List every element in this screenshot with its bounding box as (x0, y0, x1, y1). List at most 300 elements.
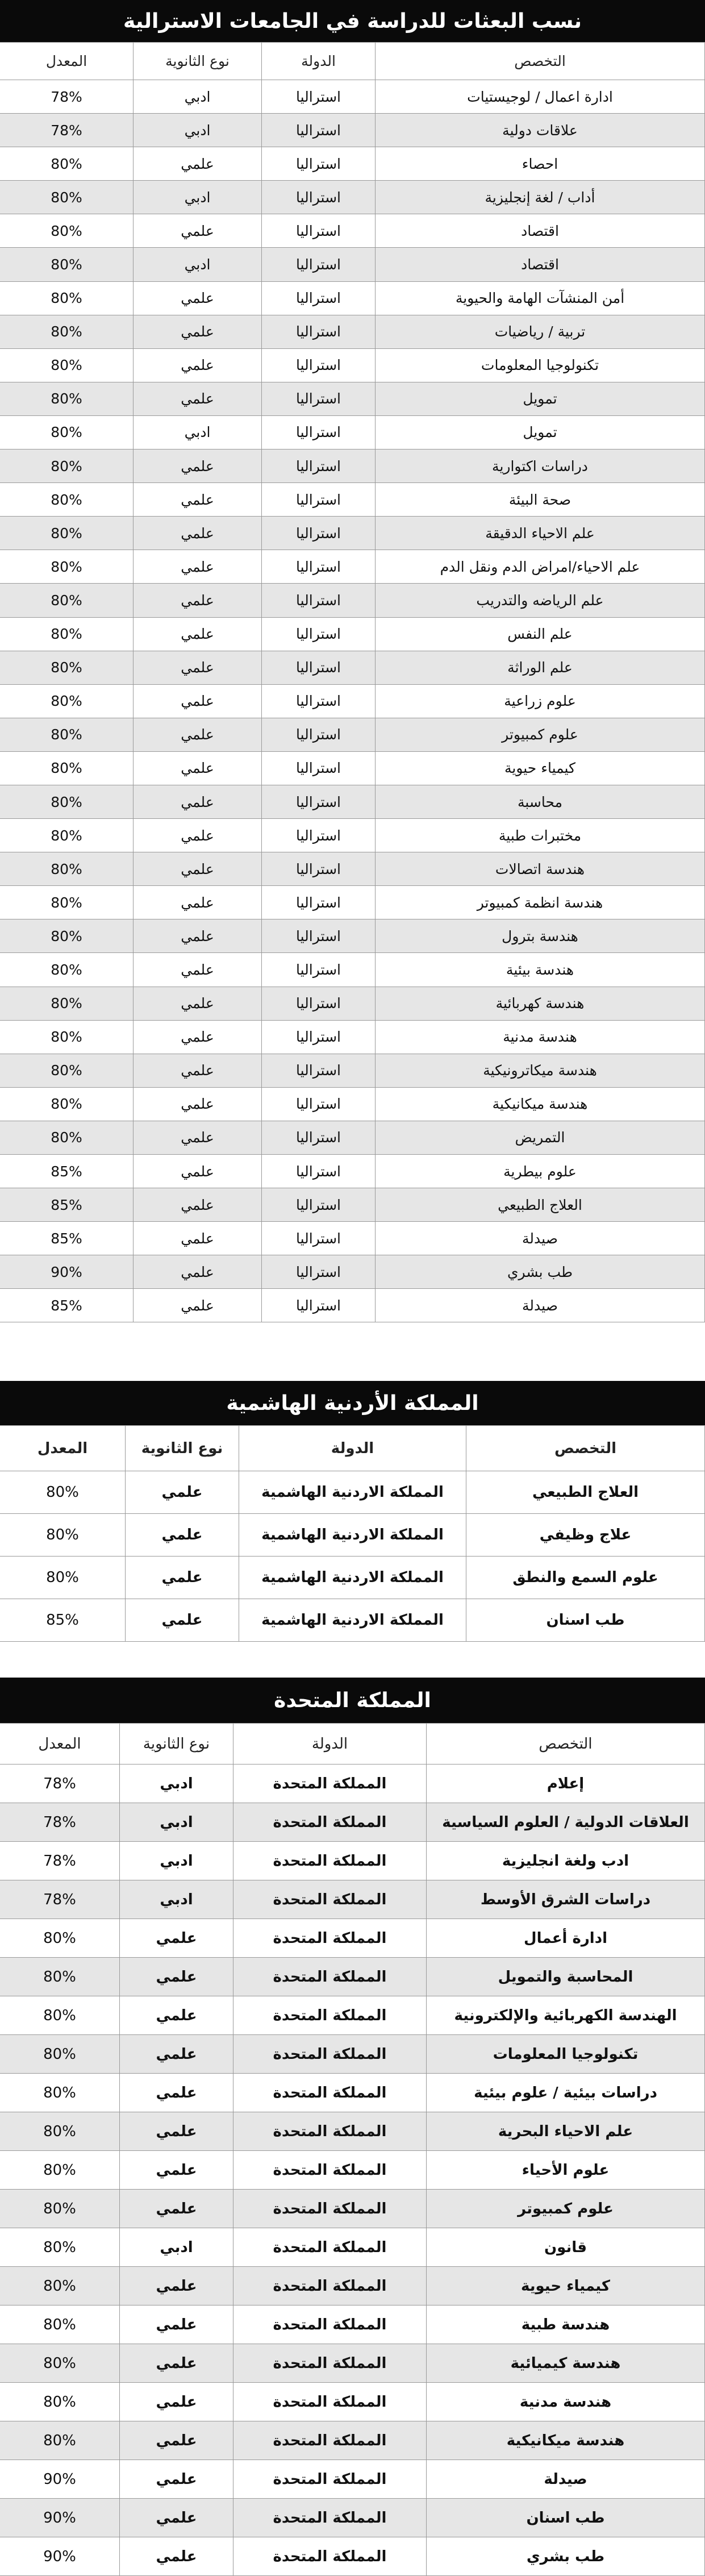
school-type-cell: علمي (126, 1599, 239, 1642)
table-row (0, 2421, 705, 2460)
major-cell: صيدلة (376, 1222, 705, 1255)
major-cell: علوم الأحياء (427, 2151, 705, 2190)
country-cell: استراليا (262, 1020, 376, 1054)
jordan-header-row (0, 1426, 705, 1471)
table-row (0, 483, 705, 517)
country-cell: المملكة المتحدة (233, 1765, 427, 1803)
major-cell: هندسة طبية (427, 2306, 705, 2344)
rate-cell: 80% (0, 2306, 120, 2344)
school-type-cell: ادبي (120, 1842, 233, 1880)
major-cell: تربية / رياضيات (376, 315, 705, 348)
school-type-cell: علمي (134, 382, 262, 415)
rate-cell: 80% (0, 382, 134, 415)
uk-header-row (0, 1724, 705, 1765)
rate-cell: 80% (0, 2421, 120, 2460)
rate-cell: 80% (0, 886, 134, 919)
rate-cell: 80% (0, 684, 134, 718)
major-cell: التمريض (376, 1121, 705, 1154)
school-type-cell: علمي (120, 2035, 233, 2074)
school-type-cell: علمي (134, 214, 262, 248)
major-cell: هندسة اتصالات (376, 852, 705, 886)
rate-cell: 80% (0, 415, 134, 449)
major-cell: اقتصاد (376, 248, 705, 281)
rate-cell: 80% (0, 987, 134, 1020)
country-cell: استراليا (262, 751, 376, 785)
country-cell: استراليا (262, 248, 376, 281)
major-cell: علوم كمبيوتر (427, 2190, 705, 2228)
rate-cell: 80% (0, 147, 134, 181)
table-row (0, 281, 705, 315)
header-school-type: نوع الثانوية (126, 1426, 239, 1471)
rate-cell: 80% (0, 450, 134, 483)
table-row (0, 1255, 705, 1289)
school-type-cell: علمي (120, 2151, 233, 2190)
country-cell: استراليا (262, 953, 376, 987)
rate-cell: 78% (0, 1803, 120, 1842)
major-cell: محاسبة (376, 785, 705, 818)
school-type-cell: علمي (134, 819, 262, 852)
country-cell: استراليا (262, 1255, 376, 1289)
table-row (0, 1996, 705, 2035)
rate-cell: 85% (0, 1222, 134, 1255)
rate-cell: 80% (0, 2151, 120, 2190)
country-cell: المملكة المتحدة (233, 2228, 427, 2267)
major-cell: العلاج الطبيعي (466, 1471, 705, 1514)
table-row (0, 1222, 705, 1255)
school-type-cell: علمي (134, 1054, 262, 1087)
header-school-type: نوع الثانوية (120, 1724, 233, 1765)
school-type-cell: علمي (120, 2306, 233, 2344)
country-cell: المملكة المتحدة (233, 2151, 427, 2190)
school-type-cell: علمي (134, 953, 262, 987)
jordan-table-body (0, 1471, 705, 1642)
header-major: التخصص (427, 1724, 705, 1765)
country-cell: استراليا (262, 214, 376, 248)
table-row (0, 1803, 705, 1842)
table-row (0, 684, 705, 718)
major-cell: هندسة ميكانيكية (427, 2421, 705, 2460)
major-cell: هندسة ميكاترونيكية (376, 1054, 705, 1087)
major-cell: علوم بيطرية (376, 1155, 705, 1188)
major-cell: طب اسنان (427, 2499, 705, 2537)
major-cell: علوم السمع والنطق (466, 1557, 705, 1599)
rate-cell: 80% (0, 1514, 126, 1557)
country-cell: المملكة المتحدة (233, 1958, 427, 1996)
header-country: الدولة (262, 43, 376, 80)
major-cell: صيدلة (427, 2460, 705, 2499)
major-cell: العلاج الطبيعي (376, 1188, 705, 1222)
major-cell: مختبرات طبية (376, 819, 705, 852)
table-row (0, 1765, 705, 1803)
rate-cell: 80% (0, 953, 134, 987)
school-type-cell: علمي (134, 651, 262, 684)
table-row (0, 1020, 705, 1054)
country-cell: استراليا (262, 114, 376, 147)
country-cell: المملكة المتحدة (233, 1803, 427, 1842)
table-row (0, 2537, 705, 2576)
country-cell: استراليا (262, 785, 376, 818)
country-cell: المملكة المتحدة (233, 2190, 427, 2228)
school-type-cell: علمي (134, 550, 262, 584)
country-cell: استراليا (262, 651, 376, 684)
school-type-cell: علمي (134, 684, 262, 718)
major-cell: هندسة بيئية (376, 953, 705, 987)
table-row (0, 114, 705, 147)
rate-cell: 80% (0, 2267, 120, 2306)
school-type-cell: علمي (134, 1155, 262, 1188)
rate-cell: 80% (0, 483, 134, 517)
country-cell: المملكة الاردنية الهاشمية (239, 1514, 466, 1557)
school-type-cell: علمي (120, 2112, 233, 2151)
country-cell: استراليا (262, 852, 376, 886)
school-type-cell: علمي (134, 450, 262, 483)
rate-cell: 85% (0, 1289, 134, 1322)
rate-cell: 78% (0, 1765, 120, 1803)
table-row (0, 415, 705, 449)
school-type-cell: علمي (120, 2537, 233, 2576)
table-row (0, 1188, 705, 1222)
major-cell: هندسة كيميائية (427, 2344, 705, 2383)
major-cell: كيمياء حيوية (427, 2267, 705, 2306)
rate-cell: 80% (0, 1087, 134, 1121)
country-cell: استراليا (262, 584, 376, 617)
country-cell: استراليا (262, 415, 376, 449)
table-row (0, 1599, 705, 1642)
header-rate: المعدل (0, 43, 134, 80)
country-cell: استراليا (262, 1155, 376, 1188)
major-cell: هندسة مدنية (427, 2383, 705, 2421)
school-type-cell: علمي (120, 1919, 233, 1958)
major-cell: دراسات الشرق الأوسط (427, 1880, 705, 1919)
rate-cell: 90% (0, 2537, 120, 2576)
school-type-cell: علمي (134, 517, 262, 550)
school-type-cell: علمي (120, 2190, 233, 2228)
table-row (0, 1557, 705, 1599)
major-cell: علم الوراثة (376, 651, 705, 684)
rate-cell: 78% (0, 80, 134, 114)
rate-cell: 85% (0, 1599, 126, 1642)
school-type-cell: ادبي (134, 181, 262, 214)
australia-table (0, 42, 705, 1322)
rate-cell: 80% (0, 214, 134, 248)
rate-cell: 80% (0, 2112, 120, 2151)
rate-cell: 80% (0, 1996, 120, 2035)
table-row (0, 852, 705, 886)
rate-cell: 80% (0, 1121, 134, 1154)
school-type-cell: علمي (120, 2421, 233, 2460)
school-type-cell: علمي (134, 584, 262, 617)
school-type-cell: ادبي (134, 80, 262, 114)
table-row (0, 80, 705, 114)
country-cell: استراليا (262, 348, 376, 382)
school-type-cell: ادبي (120, 1880, 233, 1919)
table-row (0, 2267, 705, 2306)
major-cell: دراسات بيئية / علوم بيئية (427, 2074, 705, 2112)
school-type-cell: علمي (120, 2499, 233, 2537)
school-type-cell: علمي (134, 1222, 262, 1255)
major-cell: صحة البيئة (376, 483, 705, 517)
major-cell: ادب ولغة انجليزية (427, 1842, 705, 1880)
table-row (0, 584, 705, 617)
uk-table (0, 1723, 705, 2576)
school-type-cell: علمي (134, 987, 262, 1020)
table-row (0, 987, 705, 1020)
country-cell: استراليا (262, 1054, 376, 1087)
rate-cell: 85% (0, 1155, 134, 1188)
major-cell: علاج وظيفي (466, 1514, 705, 1557)
major-cell: طب بشري (427, 2537, 705, 2576)
school-type-cell: علمي (120, 2344, 233, 2383)
country-cell: استراليا (262, 1289, 376, 1322)
major-cell: علم الاحياء البحرية (427, 2112, 705, 2151)
uk-section-title: المملكة المتحدة (0, 1678, 705, 1723)
country-cell: المملكة المتحدة (233, 2035, 427, 2074)
rate-cell: 80% (0, 584, 134, 617)
country-cell: المملكة المتحدة (233, 2074, 427, 2112)
country-cell: المملكة المتحدة (233, 1880, 427, 1919)
table-row (0, 1087, 705, 1121)
school-type-cell: علمي (134, 315, 262, 348)
school-type-cell: علمي (120, 1958, 233, 1996)
major-cell: تمويل (376, 415, 705, 449)
australia-table-body (0, 80, 705, 1322)
table-row (0, 2499, 705, 2537)
header-major: التخصص (376, 43, 705, 80)
rate-cell: 80% (0, 248, 134, 281)
rate-cell: 78% (0, 1880, 120, 1919)
country-cell: المملكة المتحدة (233, 2344, 427, 2383)
table-row (0, 785, 705, 818)
school-type-cell: ادبي (134, 248, 262, 281)
major-cell: دراسات اكتوارية (376, 450, 705, 483)
table-row (0, 1842, 705, 1880)
country-cell: استراليا (262, 382, 376, 415)
school-type-cell: علمي (134, 852, 262, 886)
school-type-cell: ادبي (120, 1803, 233, 1842)
school-type-cell: علمي (134, 1087, 262, 1121)
rate-cell: 80% (0, 1919, 120, 1958)
major-cell: صيدلة (376, 1289, 705, 1322)
school-type-cell: علمي (120, 2460, 233, 2499)
table-row (0, 617, 705, 651)
school-type-cell: علمي (134, 1121, 262, 1154)
table-row (0, 651, 705, 684)
country-cell: استراليا (262, 450, 376, 483)
table-row (0, 1958, 705, 1996)
school-type-cell: ادبي (120, 2228, 233, 2267)
table-row (0, 517, 705, 550)
rate-cell: 80% (0, 181, 134, 214)
country-cell: المملكة المتحدة (233, 1919, 427, 1958)
table-row (0, 214, 705, 248)
rate-cell: 80% (0, 751, 134, 785)
major-cell: علم النفس (376, 617, 705, 651)
major-cell: علم الاحياء الدقيقة (376, 517, 705, 550)
major-cell: قانون (427, 2228, 705, 2267)
country-cell: استراليا (262, 919, 376, 953)
major-cell: هندسة ميكانيكية (376, 1087, 705, 1121)
country-cell: استراليا (262, 281, 376, 315)
header-rate: المعدل (0, 1724, 120, 1765)
rate-cell: 80% (0, 2228, 120, 2267)
country-cell: استراليا (262, 684, 376, 718)
school-type-cell: ادبي (134, 415, 262, 449)
major-cell: علاقات دولية (376, 114, 705, 147)
table-row (0, 550, 705, 584)
major-cell: هندسة كهربائية (376, 987, 705, 1020)
school-type-cell: علمي (126, 1557, 239, 1599)
table-row (0, 2074, 705, 2112)
rate-cell: 80% (0, 919, 134, 953)
header-country: الدولة (233, 1724, 427, 1765)
rate-cell: 80% (0, 2074, 120, 2112)
rate-cell: 80% (0, 2035, 120, 2074)
australia-header-row (0, 43, 705, 80)
school-type-cell: علمي (126, 1514, 239, 1557)
table-row (0, 1514, 705, 1557)
country-cell: استراليا (262, 718, 376, 751)
school-type-cell: علمي (134, 483, 262, 517)
school-type-cell: علمي (134, 718, 262, 751)
uk-table-body (0, 1765, 705, 2576)
country-cell: المملكة المتحدة (233, 2421, 427, 2460)
rate-cell: 78% (0, 114, 134, 147)
country-cell: المملكة المتحدة (233, 2267, 427, 2306)
rate-cell: 80% (0, 517, 134, 550)
country-cell: المملكة المتحدة (233, 1996, 427, 2035)
country-cell: استراليا (262, 483, 376, 517)
header-rate: المعدل (0, 1426, 126, 1471)
table-row (0, 953, 705, 987)
country-cell: استراليا (262, 1188, 376, 1222)
school-type-cell: علمي (120, 2267, 233, 2306)
major-cell: الهندسة الكهربائية والإلكترونية (427, 1996, 705, 2035)
major-cell: هندسة انظمة كمبيوتر (376, 886, 705, 919)
table-row (0, 2112, 705, 2151)
country-cell: المملكة المتحدة (233, 2499, 427, 2537)
table-row (0, 382, 705, 415)
major-cell: احصاء (376, 147, 705, 181)
major-cell: كيمياء حيوية (376, 751, 705, 785)
country-cell: استراليا (262, 1222, 376, 1255)
table-row (0, 348, 705, 382)
rate-cell: 80% (0, 1020, 134, 1054)
school-type-cell: علمي (120, 1996, 233, 2035)
country-cell: المملكة المتحدة (233, 2460, 427, 2499)
table-row (0, 1919, 705, 1958)
country-cell: المملكة المتحدة (233, 2306, 427, 2344)
school-type-cell: علمي (120, 2074, 233, 2112)
table-row (0, 2344, 705, 2383)
major-cell: هندسة بترول (376, 919, 705, 953)
major-cell: إعلام (427, 1765, 705, 1803)
table-row (0, 315, 705, 348)
school-type-cell: علمي (134, 281, 262, 315)
table-row (0, 1155, 705, 1188)
major-cell: طب اسنان (466, 1599, 705, 1642)
major-cell: علم الاحياء/امراض الدم ونقل الدم (376, 550, 705, 584)
school-type-cell: علمي (134, 1188, 262, 1222)
country-cell: استراليا (262, 1087, 376, 1121)
table-row (0, 181, 705, 214)
country-cell: المملكة المتحدة (233, 1842, 427, 1880)
table-row (0, 147, 705, 181)
major-cell: تكنولوجيا المعلومات (427, 2035, 705, 2074)
rate-cell: 80% (0, 281, 134, 315)
major-cell: هندسة مدنية (376, 1020, 705, 1054)
australia-section-title: نسب البعثات للدراسة في الجامعات الاسترالية (0, 0, 705, 42)
school-type-cell: علمي (134, 1289, 262, 1322)
major-cell: علوم زراعية (376, 684, 705, 718)
header-major: التخصص (466, 1426, 705, 1471)
school-type-cell: علمي (134, 919, 262, 953)
major-cell: تمويل (376, 382, 705, 415)
major-cell: أداب / لغة إنجليزية (376, 181, 705, 214)
header-country: الدولة (239, 1426, 466, 1471)
jordan-table (0, 1425, 705, 1642)
rate-cell: 80% (0, 617, 134, 651)
table-row (0, 1054, 705, 1087)
school-type-cell: علمي (134, 617, 262, 651)
country-cell: استراليا (262, 315, 376, 348)
country-cell: استراليا (262, 987, 376, 1020)
major-cell: أمن المنشآت الهامة والحيوية (376, 281, 705, 315)
major-cell: المحاسبة والتمويل (427, 1958, 705, 1996)
major-cell: تكنولوجيا المعلومات (376, 348, 705, 382)
school-type-cell: علمي (134, 785, 262, 818)
major-cell: علوم كمبيوتر (376, 718, 705, 751)
rate-cell: 80% (0, 785, 134, 818)
country-cell: استراليا (262, 80, 376, 114)
rate-cell: 80% (0, 550, 134, 584)
rate-cell: 80% (0, 651, 134, 684)
table-row (0, 2151, 705, 2190)
jordan-section (0, 1381, 705, 1642)
school-type-cell: ادبي (134, 114, 262, 147)
school-type-cell: علمي (134, 751, 262, 785)
major-cell: ادارة اعمال / لوجيستيات (376, 80, 705, 114)
country-cell: استراليا (262, 1121, 376, 1154)
table-row (0, 718, 705, 751)
country-cell: المملكة الاردنية الهاشمية (239, 1599, 466, 1642)
rate-cell: 90% (0, 2499, 120, 2537)
table-row (0, 2228, 705, 2267)
jordan-section-title: المملكة الأردنية الهاشمية (0, 1381, 705, 1425)
country-cell: المملكة المتحدة (233, 2383, 427, 2421)
table-row (0, 248, 705, 281)
major-cell: طب بشري (376, 1255, 705, 1289)
country-cell: استراليا (262, 517, 376, 550)
school-type-cell: علمي (134, 886, 262, 919)
country-cell: المملكة المتحدة (233, 2112, 427, 2151)
school-type-cell: علمي (134, 1255, 262, 1289)
table-row (0, 1121, 705, 1154)
country-cell: المملكة الاردنية الهاشمية (239, 1471, 466, 1514)
rate-cell: 85% (0, 1188, 134, 1222)
table-row (0, 919, 705, 953)
table-row (0, 1880, 705, 1919)
table-row (0, 886, 705, 919)
country-cell: استراليا (262, 181, 376, 214)
school-type-cell: علمي (134, 147, 262, 181)
country-cell: استراليا (262, 886, 376, 919)
country-cell: استراليا (262, 550, 376, 584)
rate-cell: 80% (0, 1958, 120, 1996)
rate-cell: 90% (0, 1255, 134, 1289)
rate-cell: 80% (0, 2383, 120, 2421)
rate-cell: 80% (0, 819, 134, 852)
table-row (0, 2383, 705, 2421)
